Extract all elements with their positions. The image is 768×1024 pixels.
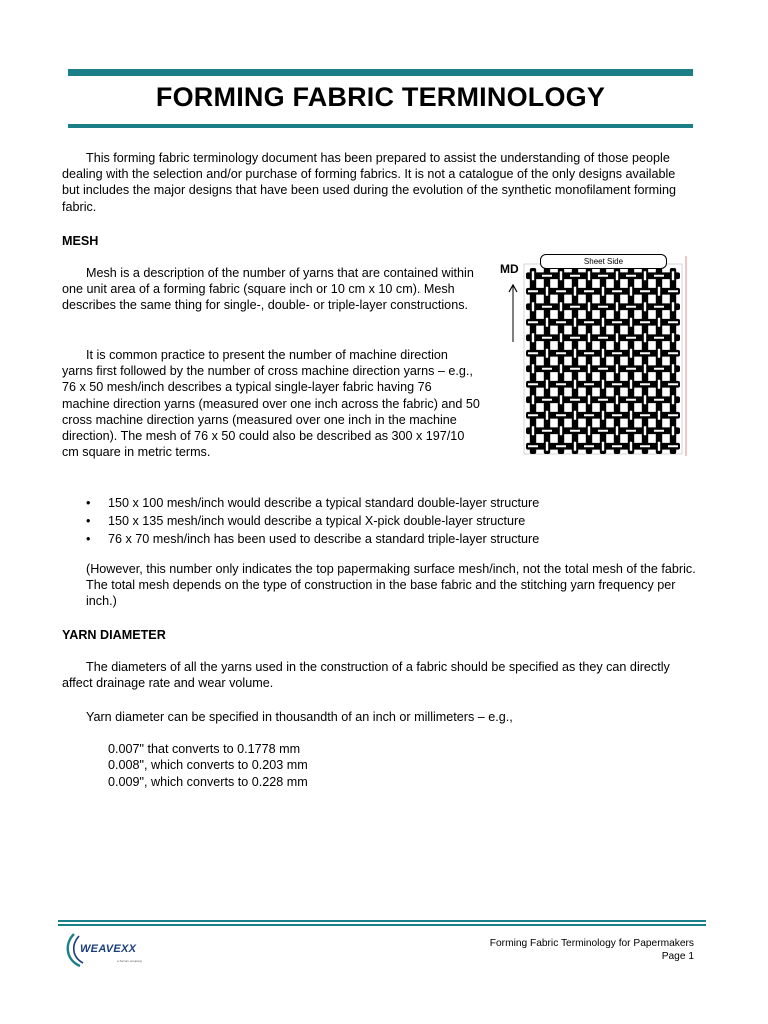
list-item: • 150 x 135 mesh/inch would describe a typical X-pick double-layer structure (86, 512, 706, 530)
header-rule-top (68, 69, 693, 76)
mesh-note: (However, this number only indicates the top papermaking surface mesh/inch, not the total mesh of the fabric. The total mesh depends on the type of construction in the base fabric and the stitching yarn frequency per inch.) (86, 562, 696, 609)
list-item: • 76 x 70 mesh/inch has been used to describe a standard triple-layer structure (86, 530, 706, 548)
footer-rule-top (58, 920, 706, 922)
yarn-diameter-paragraph-1: The diameters of all the yarns used in the construction of a fabric should be specified as they can directly affect drainage rate and wear volume. (62, 660, 670, 691)
list-item: • 150 x 100 mesh/inch would describe a typical standard double-layer structure (86, 494, 706, 512)
mesh-heading: MESH (62, 234, 99, 248)
header-rule-bottom (68, 124, 693, 128)
weavexx-logo-tagline: a Xerium company (117, 959, 143, 963)
footer-text (490, 937, 694, 963)
yarn-diameter-paragraph-2: Yarn diameter can be specified in thousandth of an inch or millimeters – e.g., (86, 710, 513, 724)
mesh-paragraph-1: Mesh is a description of the number of yarns that are contained within one unit area of a forming fabric (square inch or 10 cm x 10 cm). Mesh describes the same thing for single-, double- or triple-layer constructions. (62, 266, 474, 313)
list-item: 0.009", which converts to 0.228 mm (108, 774, 308, 789)
mesh-bullet-list (86, 494, 706, 548)
weave-pattern-figure (522, 256, 690, 456)
yarn-diameter-heading: YARN DIAMETER (62, 628, 166, 642)
md-arrow (507, 282, 519, 344)
md-label: MD (500, 262, 519, 276)
page-number: Page 1 (661, 951, 694, 962)
sheet-side-label: Sheet Side (540, 254, 667, 269)
conversion-list (108, 741, 308, 790)
intro-paragraph: This forming fabric terminology document has been prepared to assist the understanding of those people dealing with the selection and/or purchase of forming fabrics. It is not a catalogue of the only designs available but includes the major designs that have been used during the evolution of the synthetic monofilament forming fabric. (62, 151, 676, 214)
footer-document-title: Forming Fabric Terminology for Papermakers (489, 938, 694, 949)
weavexx-logo-text: WEAVEXX (80, 943, 137, 955)
footer-rule-bottom (58, 924, 706, 926)
mesh-paragraph-2: It is common practice to present the number of machine direction yarns first followed by the number of cross machine direction yarns – e.g., 76 x 50 mesh/inch describes a typical single-layer fabric having 76 machine direction yarns (measured over one inch across the fabric) and 50 cross machine direction yarns (measured over one inch in the machine direction). The mesh of 76 x 50 could also be described as 300 x 197/10 cm square in metric terms. (62, 348, 480, 460)
list-item: 0.007" that converts to 0.1778 mm (108, 742, 301, 756)
page-title: FORMING FABRIC TERMINOLOGY (155, 82, 606, 112)
list-item: 0.008", which converts to 0.203 mm (108, 758, 308, 773)
